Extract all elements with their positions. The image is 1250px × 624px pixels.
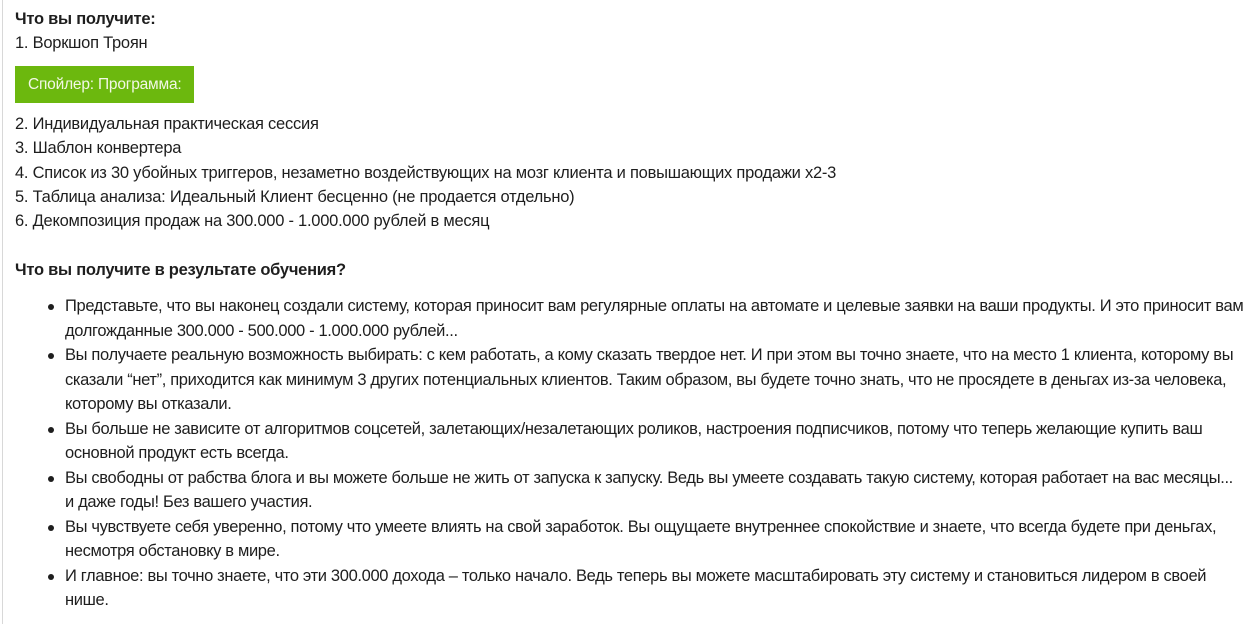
spoiler-program-button[interactable]: Спойлер: Программа: (15, 66, 194, 103)
bullet-item: Вы больше не зависите от алгоритмов соцсетей, залетающих/незалетающих роликов, настроения подписчиков, потому что теперь желающие купить ваш основной продукт есть всегда. (65, 417, 1245, 466)
bullet-item: Представьте, что вы наконец создали систему, которая приносит вам регулярные оплаты на автомате и целевые заявки на ваши продукты. И это приносит вам долгожданные 300.000 - 500.000 - 1.000.000 рублей... (65, 294, 1245, 343)
list-item: 6. Декомпозиция продаж на 300.000 - 1.000.000 рублей в месяц (15, 212, 490, 231)
list-item: 3. Шаблон конвертера (15, 139, 182, 158)
bullet-item: Вы свободны от рабства блога и вы можете больше не жить от запуска к запуску. Ведь вы умеете создавать такую систему, которая работает на вас месяцы... и даже годы! Без вашего участия. (65, 466, 1245, 515)
section-heading-what-you-get: Что вы получите: (15, 10, 156, 28)
list-item: 2. Индивидуальная практическая сессия (15, 114, 319, 133)
list-item: 4. Список из 30 убойных триггеров, незаметно воздействующих на мозг клиента и повышающих продажи x2-3 (15, 163, 837, 182)
bullet-item: Вы чувствуете себя уверенно, потому что умеете влиять на свой заработок. Вы ощущаете внутреннее спокойствие и знаете, что всегда будете при деньгах, несмотря обстановку в мире. (65, 515, 1245, 564)
spacer (15, 234, 1250, 258)
content-block (2, 0, 1250, 624)
section-heading-results: Что вы получите в результате обучения? (15, 260, 346, 279)
bullet-item: И главное: вы точно знаете, что эти 300.000 дохода – только начало. Ведь теперь вы можете масштабировать эту систему и становиться лидером в своей нише. (65, 564, 1245, 613)
results-bullet-list (15, 294, 1250, 613)
list-item: 5. Таблица анализа: Идеальный Клиент бесценно (не продается отдельно) (15, 188, 575, 207)
bullet-item: Вы получаете реальную возможность выбирать: с кем работать, а кому сказать твердое нет. И при этом вы точно знаете, что на место 1 клиента, которому вы сказали “нет”, приходится как минимум 3 других потенциальных клиентов. Таким образом, вы будете точно знать, что не просядете в деньгах из-за человека, которому вы отказали. (65, 343, 1245, 417)
list-item: 1. Воркшоп Троян (15, 34, 148, 53)
